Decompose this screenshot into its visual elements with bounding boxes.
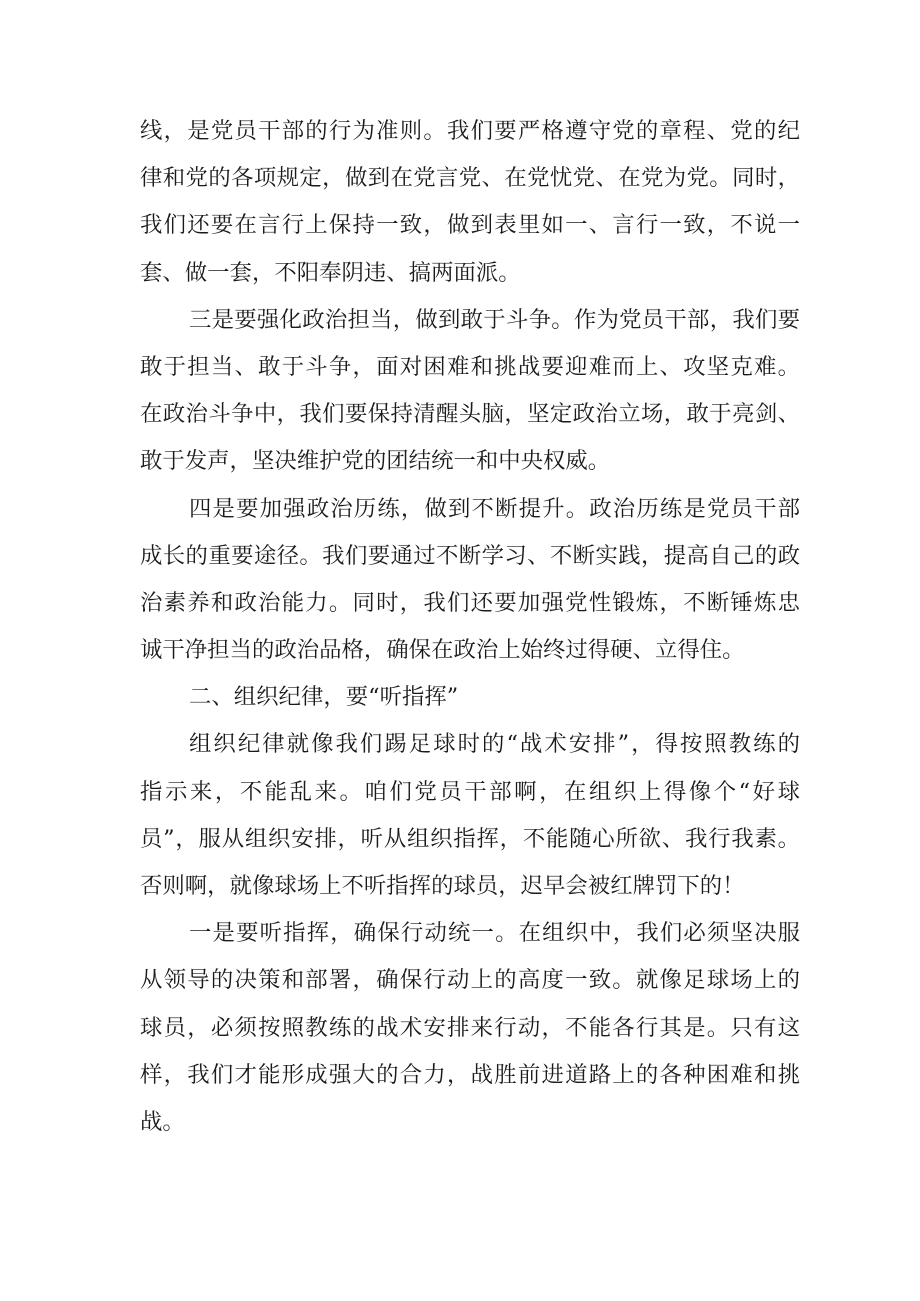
section-heading: 二、组织纪律，要“听指挥” (189, 684, 459, 711)
paragraph-first-line: 三是要强化政治担当，做到敢于斗争。作为党员干部，我们要 (189, 306, 800, 333)
text-line: 球员，必须按照教练的战术安排来行动，不能各行其是。只有这 (140, 1014, 800, 1041)
text-line: 样，我们才能形成强大的合力，战胜前进道路上的各种困难和挑 (140, 1061, 800, 1088)
text-line: 敢于担当、敢于斗争，面对困难和挑战要迎难而上、攻坚克难。 (140, 353, 800, 380)
text-line: 诚干净担当的政治品格，确保在政治上始终过得硬、立得住。 (140, 637, 745, 664)
text-line: 律和党的各项规定，做到在党言党、在党忧党、在党为党。同时， (140, 165, 800, 192)
text-line: 我们还要在言行上保持一致，做到表里如一、言行一致，不说一 (140, 212, 800, 239)
text-line: 指示来，不能乱来。咱们党员干部啊，在组织上得像个“好球 (140, 778, 800, 805)
paragraph-first-line: 组织纪律就像我们踢足球时的“战术安排”，得按照教练的 (189, 731, 800, 758)
text-line: 成长的重要途径。我们要通过不断学习、不断实践，提高自己的政 (140, 542, 800, 569)
paragraph-first-line: 一是要听指挥，确保行动统一。在组织中，我们必须坚决服 (189, 920, 800, 947)
text-line: 否则啊，就像球场上不听指挥的球员，迟早会被红牌罚下的！ (140, 873, 745, 899)
text-line: 战。 (140, 1108, 185, 1135)
paragraph-first-line: 四是要加强政治历练，做到不断提升。政治历练是党员干部 (189, 495, 800, 522)
text-line: 敢于发声，坚决维护党的团结统一和中央权威。 (140, 448, 611, 475)
text-line: 在政治斗争中，我们要保持清醒头脑，坚定政治立场，敢于亮剑、 (140, 401, 800, 428)
text-line: 员”，服从组织安排，听从组织指挥，不能随心所欲、我行我素。 (140, 825, 800, 852)
text-line: 治素养和政治能力。同时，我们还要加强党性锻炼，不断锤炼忠 (140, 589, 800, 616)
text-line: 套、做一套，不阳奉阴违、搞两面派。 (140, 259, 521, 286)
text-line: 从领导的决策和部署，确保行动上的高度一致。就像足球场上的 (140, 967, 800, 994)
document-body (140, 108, 800, 1146)
text-line: 线，是党员干部的行为准则。我们要严格遵守党的章程、党的纪 (140, 118, 800, 144)
